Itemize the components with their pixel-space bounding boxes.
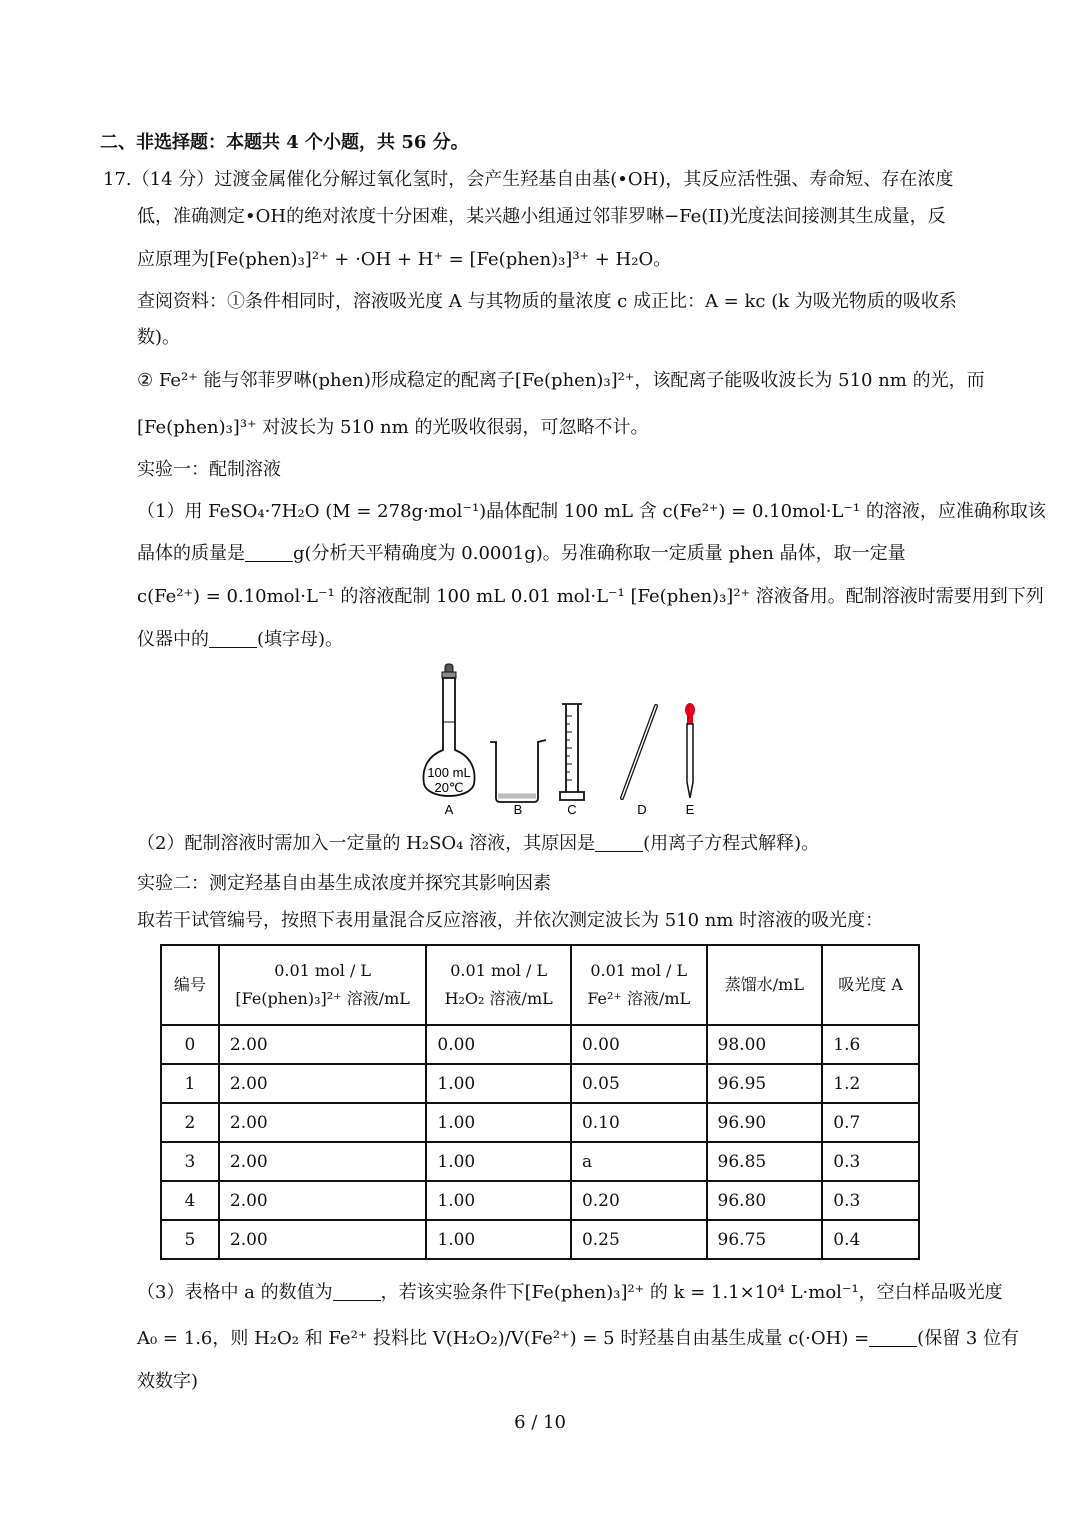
table-cell: 2.00 (219, 1064, 427, 1103)
table-cell: 2.00 (219, 1103, 427, 1142)
p1-line2-text-a: 晶体的质量是 (137, 543, 245, 564)
ref-line2: 数)。 (137, 327, 181, 348)
table-cell: 0.3 (822, 1181, 919, 1220)
table-cell: 0.3 (822, 1142, 919, 1181)
table-cell: 98.00 (707, 1025, 823, 1064)
table-row (161, 1181, 919, 1220)
table-row (161, 1064, 919, 1103)
table-cell: 0.10 (571, 1103, 707, 1142)
p3-line1-text-a: （3）表格中 a 的数值为 (137, 1282, 333, 1303)
table-cell: 4 (161, 1181, 219, 1220)
table-cell: 96.90 (707, 1103, 823, 1142)
data-table (160, 944, 920, 1260)
table-cell: 0.00 (571, 1025, 707, 1064)
table-cell: 0.05 (571, 1064, 707, 1103)
label-e: E (685, 802, 695, 817)
section-heading: 二、非选择题：本题共 4 个小题，共 56 分。 (100, 132, 469, 153)
exp1-title: 实验一：配制溶液 (137, 459, 281, 480)
volumetric-flask-icon (423, 664, 474, 796)
table-header-row (161, 945, 919, 1025)
q17-intro-line2: 低，准确测定•OH的绝对浓度十分困难，某兴趣小组通过邻菲罗啉−Fe(II)光度法间接测其生成量，反 (137, 206, 946, 227)
p3-line3: 效数字) (137, 1371, 199, 1392)
header-cell: 0.01 mol / L Fe²⁺ 溶液/mL (571, 945, 707, 1025)
page-number: 6 / 10 (514, 1412, 566, 1433)
table-cell: 2 (161, 1103, 219, 1142)
p3-line2 (137, 1327, 1019, 1351)
table-cell: 0.7 (822, 1103, 919, 1142)
table-cell: 1.00 (426, 1181, 571, 1220)
table-cell: 3 (161, 1142, 219, 1181)
instruments-figure (410, 662, 710, 822)
header-cell: 编号 (161, 945, 219, 1025)
table-cell: 1.2 (822, 1064, 919, 1103)
table-cell: a (571, 1142, 707, 1181)
p1-line3: c(Fe²⁺) = 0.10mol·L⁻¹ 的溶液配制 100 mL 0.01 mol·L⁻¹ [Fe(phen)₃]²⁺ 溶液备用。配制溶液时需要用到下列 (137, 586, 1044, 607)
table-cell: 96.80 (707, 1181, 823, 1220)
table-cell: 2.00 (219, 1142, 427, 1181)
table-cell: 1.00 (426, 1142, 571, 1181)
table-cell: 0.20 (571, 1181, 707, 1220)
exp2-title: 实验二：测定羟基自由基生成浓度并探究其影响因素 (137, 873, 551, 894)
label-c: C (567, 802, 577, 817)
table-cell: 1.00 (426, 1220, 571, 1259)
table-cell: 2.00 (219, 1181, 427, 1220)
label-b: B (513, 802, 523, 817)
exp2-desc: 取若干试管编号，按照下表用量混合反应溶液，并依次测定波长为 510 nm 时溶液的吸光度： (137, 910, 884, 931)
flask-temp-text: 20℃ (434, 780, 464, 795)
header-cell: 0.01 mol / L H₂O₂ 溶液/mL (426, 945, 571, 1025)
p2-text-b: (用离子方程式解释)。 (643, 833, 820, 854)
answer-blank-3 (595, 833, 643, 852)
table-row (161, 1025, 919, 1064)
label-d: D (637, 802, 647, 817)
ref-line3: ② Fe²⁺ 能与邻菲罗啉(phen)形成稳定的配离子[Fe(phen)₃]²⁺，该配离子能吸收波长为 510 nm 的光，而 (137, 370, 985, 391)
table-cell: 2.00 (219, 1220, 427, 1259)
header-cell: 蒸馏水/mL (707, 945, 823, 1025)
table-row (161, 1142, 919, 1181)
answer-blank-2 (209, 629, 257, 648)
p1-line4 (137, 628, 343, 652)
p1-line2-text-b: g(分析天平精确度为 0.0001g)。另准确称取一定质量 phen 晶体，取一定量 (293, 543, 906, 564)
table-row (161, 1220, 919, 1259)
table-cell: 1 (161, 1064, 219, 1103)
q17-intro-line3: 应原理为[Fe(phen)₃]²⁺ + ·OH + H⁺ = [Fe(phen)₃]³⁺ + H₂O。 (137, 249, 672, 270)
p1-line4-text-b: (填字母)。 (257, 629, 344, 650)
table-cell: 1.6 (822, 1025, 919, 1064)
table-cell: 2.00 (219, 1025, 427, 1064)
answer-blank-1 (245, 543, 293, 562)
table-cell: 0 (161, 1025, 219, 1064)
p1-line2 (137, 542, 906, 566)
header-cell: 0.01 mol / L [Fe(phen)₃]²⁺ 溶液/mL (219, 945, 427, 1025)
flask-volume-text: 100 mL (427, 765, 471, 780)
answer-blank-5 (869, 1328, 917, 1347)
dropper-icon (685, 703, 695, 798)
table-cell: 1.00 (426, 1064, 571, 1103)
table-cell: 0.4 (822, 1220, 919, 1259)
q17-intro-line1: 17.（14 分）过渡金属催化分解过氧化氢时，会产生羟基自由基(•OH)，其反应活性强、寿命短、存在浓度 (103, 169, 954, 190)
beaker-icon (490, 740, 546, 802)
p3-line1-text-b: ，若该实验条件下[Fe(phen)₃]²⁺ 的 k = 1.1×10⁴ L·mol⁻¹，空白样品吸光度 (380, 1282, 1003, 1303)
ref-line1: 查阅资料：①条件相同时，溶液吸光度 A 与其物质的量浓度 c 成正比：A = kc (k 为吸光物质的吸收系 (137, 291, 957, 312)
p3-line1 (137, 1281, 1003, 1305)
table-cell: 96.85 (707, 1142, 823, 1181)
header-cell: 吸光度 A (822, 945, 919, 1025)
answer-blank-4 (333, 1282, 381, 1301)
ref-line4: [Fe(phen)₃]³⁺ 对波长为 510 nm 的光吸收很弱，可忽略不计。 (137, 417, 649, 438)
table-cell: 96.75 (707, 1220, 823, 1259)
label-a: A (444, 802, 454, 817)
table-cell: 96.95 (707, 1064, 823, 1103)
p1-line1: （1）用 FeSO₄·7H₂O (M = 278g·mol⁻¹)晶体配制 100 mL 含 c(Fe²⁺) = 0.10mol·L⁻¹ 的溶液，应准确称取该 (137, 501, 1046, 522)
table-cell: 0.25 (571, 1220, 707, 1259)
table-cell: 5 (161, 1220, 219, 1259)
p2-text-a: （2）配制溶液时需加入一定量的 H₂SO₄ 溶液，其原因是 (137, 833, 596, 854)
p3-line2-text-a: A₀ = 1.6，则 H₂O₂ 和 Fe²⁺ 投料比 V(H₂O₂)/V(Fe²⁺) = 5 时羟基自由基生成量 c(·OH) = (137, 1328, 870, 1349)
graduated-cylinder-icon (560, 704, 584, 800)
table-cell: 1.00 (426, 1103, 571, 1142)
p1-line4-text-a: 仪器中的 (137, 629, 209, 650)
table-cell: 0.00 (426, 1025, 571, 1064)
table-row (161, 1103, 919, 1142)
glass-rod-icon (622, 706, 656, 798)
p3-line2-text-b: (保留 3 位有 (917, 1328, 1020, 1349)
p2-line (137, 832, 819, 856)
